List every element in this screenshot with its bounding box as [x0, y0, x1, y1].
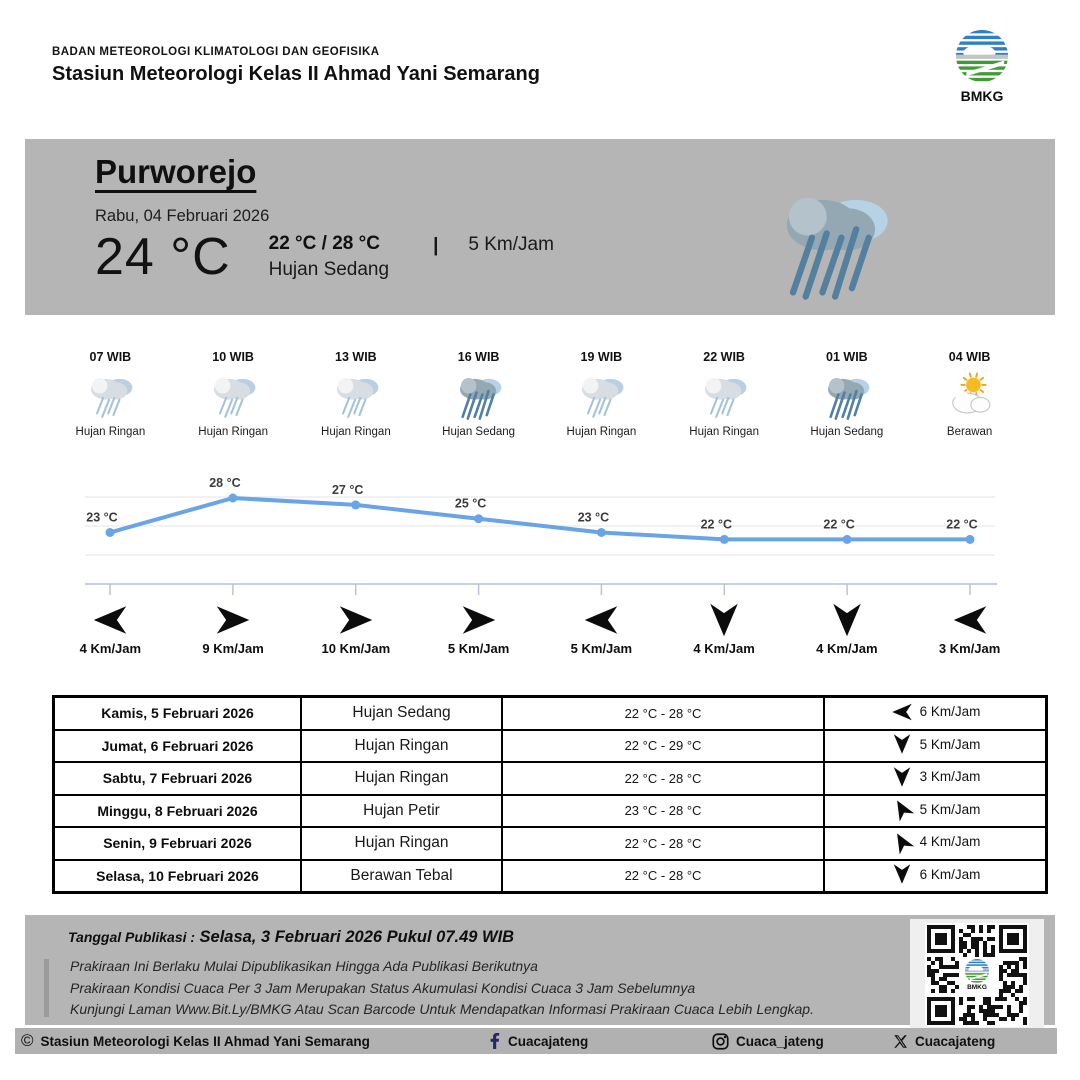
temp-range-block — [269, 233, 389, 281]
copyright-icon: © — [21, 1031, 34, 1050]
chart-label: 22 °C — [946, 517, 978, 532]
chart-label: 28 °C — [209, 476, 241, 490]
hourly-forecast-strip — [49, 350, 1031, 438]
facebook-icon — [487, 1033, 501, 1049]
cell-date: Selasa, 10 Februari 2026 — [54, 860, 302, 893]
table-row — [54, 827, 1047, 860]
instagram-handle — [712, 1028, 824, 1054]
current-weather-banner — [25, 139, 1055, 315]
cell-condition: Hujan Petir — [301, 795, 502, 828]
wind-direction-arrow-icon — [826, 600, 868, 640]
footer-note-line: Prakiraan Ini Berlaku Mulai Dipublikasikan Hingga Ada Publikasi Berikutnya — [70, 958, 538, 974]
cell-wind — [824, 730, 1047, 763]
chart-label: 23 °C — [86, 510, 118, 525]
footer-notes — [70, 956, 814, 1021]
wind-direction-arrow-icon — [949, 600, 991, 640]
footer-note-line: Kunjungi Laman Www.Bit.Ly/BMKG Atau Scan Barcode Untuk Mendapatkan Informasi Prakiraan Cuaca Lebih Lengkap. — [70, 1001, 814, 1018]
chart-label: 23 °C — [577, 510, 610, 525]
instagram-text: Cuaca_jateng — [736, 1033, 824, 1049]
cell-temp-range: 22 °C - 28 °C — [502, 860, 824, 893]
hour-condition: Hujan Ringan — [689, 426, 759, 438]
qr-code — [910, 919, 1044, 1031]
hour-time: 13 WIB — [335, 350, 377, 364]
cell-wind-speed: 5 Km/Jam — [919, 801, 981, 817]
cell-date: Minggu, 8 Februari 2026 — [54, 795, 302, 828]
wind-speed-label: 4 Km/Jam — [79, 641, 142, 656]
wind-speed-label: 4 Km/Jam — [693, 641, 755, 656]
wind-direction-arrow-icon — [580, 600, 622, 640]
wind-direction-arrow-icon — [703, 600, 745, 640]
copyright-text: Stasiun Meteorologi Kelas II Ahmad Yani Semarang — [40, 1033, 370, 1049]
header — [52, 46, 540, 86]
cell-condition: Hujan Sedang — [301, 697, 502, 730]
cell-wind — [824, 795, 1047, 828]
svg-text:BMKG: BMKG — [960, 88, 1004, 104]
cell-wind-speed: 5 Km/Jam — [919, 736, 981, 752]
hujan-ringan-icon — [81, 372, 139, 422]
copyright-item — [21, 1028, 370, 1054]
current-temperature: 24 °C — [95, 228, 231, 286]
berawan-icon — [941, 372, 999, 422]
rain-cloud-icon — [753, 183, 913, 305]
wind-direction-arrow-icon — [458, 600, 500, 640]
cell-date: Jumat, 6 Februari 2026 — [54, 730, 302, 763]
cell-temp-range: 22 °C - 28 °C — [502, 827, 824, 860]
note-accent-bar — [44, 959, 49, 1017]
wind-direction-arrow-icon — [335, 600, 377, 640]
chart-point — [474, 514, 483, 523]
hourly-cell — [295, 350, 418, 438]
wind-cell — [786, 600, 909, 656]
chart-label: 22 °C — [700, 517, 733, 532]
footer-note-line: Prakiraan Kondisi Cuaca Per 3 Jam Merupakan Status Akumulasi Kondisi Cuaca 3 Jam Sebelumnya — [70, 979, 696, 996]
chart-label: 25 °C — [454, 496, 487, 511]
table-row — [54, 795, 1047, 828]
temperature-line-chart — [0, 468, 1080, 600]
chart-point — [597, 528, 606, 537]
cell-wind — [824, 860, 1047, 893]
facebook-text: Cuacajateng — [508, 1033, 589, 1049]
cell-date: Kamis, 5 Februari 2026 — [54, 697, 302, 730]
current-condition: Hujan Sedang — [268, 259, 390, 280]
cell-wind — [824, 827, 1047, 860]
hujan-sedang-icon — [450, 372, 508, 422]
cell-temp-range: 23 °C - 28 °C — [502, 795, 824, 828]
cell-condition: Hujan Ringan — [301, 762, 502, 795]
wind-speed-label: 4 Km/Jam — [816, 641, 878, 656]
wind-speed-label: 3 Km/Jam — [938, 641, 1001, 656]
bmkg-logo — [950, 28, 1014, 109]
hour-time: 07 WIB — [89, 350, 132, 364]
station-name: Stasiun Meteorologi Kelas II Ahmad Yani Semarang — [52, 63, 540, 85]
hujan-ringan-icon — [572, 372, 630, 422]
wind-cell — [49, 600, 172, 656]
min-max-temperature: 22 °C / 28 °C — [268, 233, 380, 254]
x-handle — [893, 1028, 995, 1054]
hour-time: 10 WIB — [212, 350, 254, 364]
cell-wind-speed: 6 Km/Jam — [919, 704, 981, 720]
daily-forecast-table — [52, 695, 1048, 894]
cell-date: Sabtu, 7 Februari 2026 — [54, 762, 302, 795]
wind-cell — [908, 600, 1031, 656]
hour-time: 04 WIB — [948, 350, 991, 364]
table-row — [54, 762, 1047, 795]
chart-point — [351, 500, 360, 509]
chart-point — [843, 535, 852, 544]
cell-condition: Hujan Ringan — [301, 730, 502, 763]
wind-cell — [295, 600, 418, 656]
facebook-handle — [487, 1028, 588, 1054]
chart-point — [228, 494, 237, 503]
table-row — [54, 860, 1047, 893]
cell-wind — [824, 697, 1047, 730]
wind-cell — [417, 600, 540, 656]
wind-speed-label: 10 Km/Jam — [321, 641, 391, 656]
hujan-ringan-icon — [695, 372, 753, 422]
hour-condition: Hujan Sedang — [810, 426, 884, 438]
instagram-icon — [712, 1033, 729, 1050]
hourly-cell — [417, 350, 540, 438]
divider: | — [433, 235, 439, 256]
publication-line — [68, 928, 514, 947]
cell-condition: Berawan Tebal — [301, 860, 502, 893]
chart-point — [106, 528, 115, 537]
cell-date: Senin, 9 Februari 2026 — [54, 827, 302, 860]
cell-wind — [824, 762, 1047, 795]
hourly-cell — [786, 350, 909, 438]
hour-condition: Hujan Ringan — [321, 426, 391, 438]
table-row — [54, 697, 1047, 730]
hour-condition: Hujan Ringan — [198, 426, 268, 438]
hujan-ringan-icon — [204, 372, 262, 422]
publication-value: Selasa, 3 Februari 2026 Pukul 07.49 WIB — [199, 928, 515, 946]
wind-cell — [172, 600, 295, 656]
wind-speed-label: 5 Km/Jam — [447, 641, 510, 656]
wind-direction-arrow-icon — [212, 600, 254, 640]
cell-wind-speed: 3 Km/Jam — [919, 769, 981, 785]
hujan-sedang-icon — [818, 372, 876, 422]
social-bar — [15, 1028, 1057, 1054]
hour-time: 22 WIB — [703, 350, 745, 364]
hourly-cell — [172, 350, 295, 438]
current-wind-speed: 5 Km/Jam — [468, 234, 554, 255]
x-text: Cuacajateng — [915, 1033, 996, 1049]
table-row — [54, 730, 1047, 763]
hour-time: 16 WIB — [457, 350, 500, 364]
wind-speed-label: 5 Km/Jam — [570, 641, 633, 656]
current-conditions-row — [95, 227, 554, 287]
city-name: Purworejo — [95, 153, 257, 190]
publication-label: Tanggal Publikasi : — [68, 929, 196, 945]
forecast-date: Rabu, 04 Februari 2026 — [95, 207, 270, 225]
cell-condition: Hujan Ringan — [301, 827, 502, 860]
agency-name: BADAN METEOROLOGI KLIMATOLOGI DAN GEOFISIKA — [52, 46, 380, 58]
hour-time: 01 WIB — [826, 350, 868, 364]
hour-condition: Hujan Sedang — [442, 426, 516, 438]
hourly-cell — [663, 350, 786, 438]
hourly-cell — [49, 350, 172, 438]
hour-condition: Hujan Ringan — [75, 426, 146, 438]
wind-cell — [663, 600, 786, 656]
hour-condition: Berawan — [946, 426, 993, 438]
hour-condition: Hujan Ringan — [566, 426, 637, 438]
cell-wind-speed: 6 Km/Jam — [919, 866, 981, 882]
cell-wind-speed: 4 Km/Jam — [919, 834, 981, 850]
hujan-ringan-icon — [327, 372, 385, 422]
chart-label: 22 °C — [823, 517, 855, 532]
hourly-cell — [540, 350, 663, 438]
hour-time: 19 WIB — [580, 350, 623, 364]
chart-label: 27 °C — [331, 482, 364, 497]
cell-temp-range: 22 °C - 29 °C — [502, 730, 824, 763]
x-icon — [893, 1034, 908, 1049]
chart-point — [966, 535, 975, 544]
publication-footer — [25, 915, 1055, 1025]
wind-speed-label: 9 Km/Jam — [202, 641, 264, 656]
chart-point — [720, 535, 729, 544]
hourly-cell — [908, 350, 1031, 438]
svg-text:BMKG: BMKG — [967, 984, 987, 991]
wind-direction-strip — [49, 600, 1031, 656]
wind-direction-arrow-icon — [89, 600, 131, 640]
wind-cell — [540, 600, 663, 656]
cell-temp-range: 22 °C - 28 °C — [502, 762, 824, 795]
cell-temp-range: 22 °C - 28 °C — [502, 697, 824, 730]
